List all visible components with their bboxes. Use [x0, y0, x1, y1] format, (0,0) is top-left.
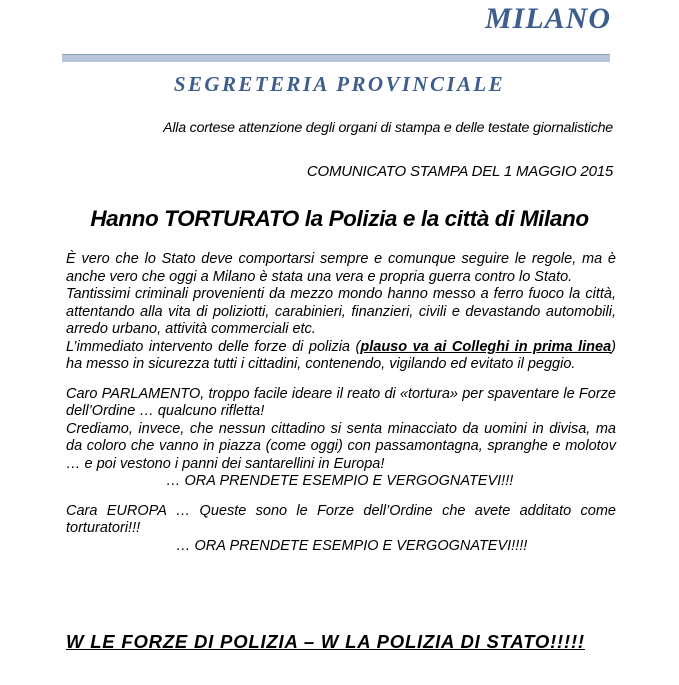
- closing-slogan: W LE FORZE DI POLIZIA – W LA POLIZIA DI STATO!!!!!: [66, 631, 585, 652]
- text-run: ) ha messo in sicurezza tutti i cittadini, contenendo, vigilando ed evitato il peggio.: [66, 338, 616, 372]
- header-divider: [62, 54, 610, 62]
- paragraph: [66, 339, 616, 374]
- exhortation-line: … ORA PRENDETE ESEMPIO E VERGOGNATEVI!!!!: [176, 537, 528, 554]
- exhortation-line: … ORA PRENDETE ESEMPIO E VERGOGNATEVI!!!: [166, 473, 514, 489]
- press-release-body: [66, 251, 616, 555]
- text-run: L’immediato intervento delle forze di polizia (: [66, 338, 361, 355]
- paragraph: Cara EUROPA … Queste sono le Forze dell’Ordine che avete additato come torturatori!!!: [66, 502, 616, 536]
- paragraph: Caro PARLAMENTO, troppo facile ideare il reato di «tortura» per spaventare le Forze dell’Ordine … qualcuno rifletta!: [66, 385, 616, 419]
- paragraph: Tantissimi criminali provenienti da mezzo mondo hanno messo a ferro fuoco la città, attentando alla vita di poliziotti, carabinieri, finanzieri, civili e devastando automobili, arredo urbano, attività commerciali etc.: [66, 286, 616, 337]
- headline: Hanno TORTURATO la Polizia e la città di Milano: [90, 206, 589, 231]
- paragraph: È vero che lo Stato deve comportarsi sempre e comunque seguire le regole, ma è anche vero che oggi a Milano è stata una vera e propria guerra contro lo Stato.: [66, 251, 616, 285]
- addressee-line: Alla cortese attenzione degli organi di stampa e delle testate giornalistiche: [163, 120, 613, 136]
- emphasis-text: plauso va ai Colleghi in prima linea: [360, 338, 612, 355]
- press-release-date: COMUNICATO STAMPA DEL 1 MAGGIO 2015: [306, 163, 613, 180]
- city-title: MILANO: [484, 2, 611, 35]
- paragraph: Crediamo, invece, che nessun cittadino si senta minacciato da uomini in divisa, ma da coloro che vanno in piazza (come oggi) con passamontagna, spranghe e molotov … e poi vestono i panni dei santarellini in Europa!: [66, 420, 616, 472]
- office-title: SEGRETERIA PROVINCIALE: [173, 72, 506, 96]
